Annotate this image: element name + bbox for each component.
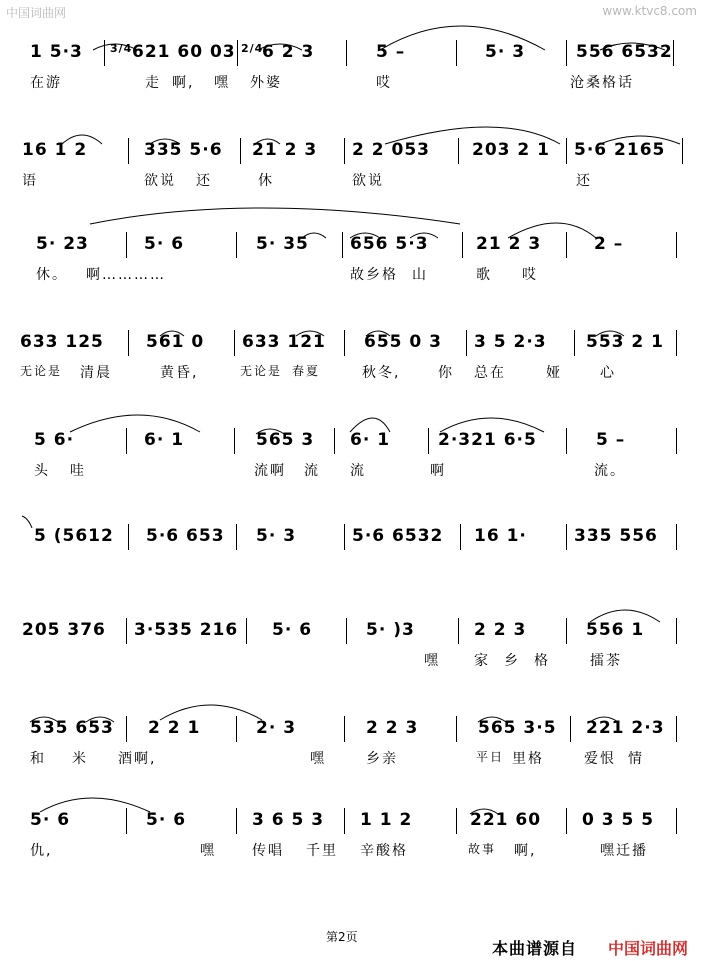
note-group: 6· 1 <box>144 430 185 450</box>
lyric: 还 <box>576 173 592 189</box>
time-signature: 3/4 <box>110 42 133 55</box>
note-group: 633 125 <box>20 332 104 352</box>
lyric: 山 <box>412 267 428 283</box>
note-group: 5· )3 <box>366 620 415 640</box>
barline <box>128 524 129 550</box>
note-group: 21 2 3 <box>252 140 318 160</box>
barline <box>574 330 575 356</box>
barline <box>237 40 238 66</box>
note-group: 1 1 2 <box>360 810 413 830</box>
lyric: 仇, <box>30 843 53 859</box>
lyric: 嘿 <box>310 751 326 767</box>
note-group: 1 5·3 <box>30 42 83 62</box>
lyric: 里格 <box>512 751 544 767</box>
barline <box>344 716 345 742</box>
lyric: 擂茶 <box>590 653 622 669</box>
lyric: 流。 <box>594 463 626 479</box>
barline <box>458 138 459 164</box>
note-group: 556 1 <box>586 620 645 640</box>
barline <box>682 138 683 164</box>
note-group: 16 1· <box>474 526 527 546</box>
note-group: 5· 6 <box>272 620 313 640</box>
barline <box>570 716 571 742</box>
lyric: 啊 <box>430 463 446 479</box>
barline <box>676 232 677 258</box>
watermark-left: 中国词曲网 <box>6 6 67 20</box>
barline <box>566 618 567 644</box>
barline <box>466 330 467 356</box>
note-group: 5·6 2165 <box>574 140 666 160</box>
barline <box>236 232 237 258</box>
barline <box>126 428 127 454</box>
lyric: 无论是 <box>240 364 283 378</box>
note-group: 205 376 <box>22 620 106 640</box>
note-group: 0 3 5 5 <box>582 810 655 830</box>
barline <box>128 138 129 164</box>
lyric: 在游 <box>30 75 62 91</box>
lyric: 娅 <box>546 365 562 381</box>
barline <box>126 808 127 834</box>
lyric: 辛酸格 <box>360 843 408 859</box>
lyric: 休 <box>258 173 274 189</box>
score-row-7 <box>0 618 705 698</box>
lyric: 总在 <box>474 365 506 381</box>
lyric: 走 <box>145 75 161 91</box>
score-row-8 <box>0 716 705 796</box>
note-group: 6· 1 <box>350 430 391 450</box>
barline <box>126 618 127 644</box>
lyric: 休。 <box>36 267 68 283</box>
lyric: 酒啊, <box>118 751 157 767</box>
barline <box>676 428 677 454</box>
barline <box>334 428 335 454</box>
note-group: 5· 23 <box>36 234 89 254</box>
barline <box>673 40 674 66</box>
lyric: 还 <box>196 173 212 189</box>
lyric: 平日 <box>476 750 505 764</box>
note-group: 5 (5612 <box>34 526 114 546</box>
barline <box>456 808 457 834</box>
barline <box>458 618 459 644</box>
note-group: 203 2 1 <box>472 140 550 160</box>
score-row-9 <box>0 808 705 888</box>
site-logo-text: 中国词曲网 <box>608 939 689 958</box>
barline <box>428 428 429 454</box>
lyric: 情 <box>628 751 644 767</box>
watermark-right: www.ktvc8.com <box>602 4 697 18</box>
note-group: 5· 35 <box>256 234 309 254</box>
score-row-1 <box>0 40 705 120</box>
note-group: 5·6 6532 <box>352 526 444 546</box>
barline <box>344 808 345 834</box>
note-group: 5· 3 <box>485 42 526 62</box>
lyric: 外婆 <box>250 75 282 91</box>
lyric: 爱恨 <box>584 751 616 767</box>
lyric: 无论是 <box>20 364 63 378</box>
lyric: 流 <box>350 463 366 479</box>
barline <box>566 232 567 258</box>
note-group: 621 60 03 <box>132 42 236 62</box>
note-group: 3·535 216 <box>134 620 239 640</box>
score-row-3 <box>0 232 705 312</box>
lyric: 格 <box>534 653 550 669</box>
note-group: 5 – <box>596 430 626 450</box>
note-group: 5 – <box>376 42 406 62</box>
lyric: 清晨 <box>80 365 112 381</box>
lyric: 黄昏, <box>160 365 199 381</box>
note-group: 335 5·6 <box>144 140 223 160</box>
lyric: 啊, <box>172 75 195 91</box>
note-group: 5 6· <box>34 430 75 450</box>
lyric: 欲说 <box>352 173 384 189</box>
lyric: 传唱 <box>252 843 284 859</box>
note-group: 21 2 3 <box>476 234 542 254</box>
lyric: 乡亲 <box>366 751 398 767</box>
lyric: 家 <box>474 653 490 669</box>
barline <box>676 808 677 834</box>
barline <box>566 428 567 454</box>
note-group: 553 2 1 <box>586 332 664 352</box>
note-group: 2 2 3 <box>366 718 419 738</box>
barline <box>126 232 127 258</box>
note-group: 221 2·3 <box>586 718 665 738</box>
lyric: 你 <box>438 365 454 381</box>
lyric: 嘿 <box>424 653 440 669</box>
barline <box>236 716 237 742</box>
barline <box>344 524 345 550</box>
note-group: 565 3·5 <box>478 718 557 738</box>
barline <box>566 808 567 834</box>
note-group: 3 5 2·3 <box>474 332 547 352</box>
lyric: 嘿迁播 <box>600 843 648 859</box>
lyric: 千里 <box>306 843 338 859</box>
note-group: 556 6532 <box>576 42 673 62</box>
barline <box>126 716 127 742</box>
lyric: 心 <box>600 365 616 381</box>
lyric: 乡 <box>504 653 520 669</box>
barline <box>234 428 235 454</box>
note-group: 5· 3 <box>256 526 297 546</box>
barline <box>344 330 345 356</box>
note-group: 5· 6 <box>30 810 71 830</box>
source-label: 本曲谱源自 <box>492 939 578 958</box>
note-group: 2 2 1 <box>148 718 201 738</box>
barline <box>342 232 343 258</box>
note-group: 335 556 <box>574 526 658 546</box>
lyric: 流啊 <box>254 463 286 479</box>
barline <box>456 716 457 742</box>
barline <box>462 232 463 258</box>
barline <box>104 40 105 66</box>
barline <box>240 138 241 164</box>
barline <box>236 808 237 834</box>
barline <box>346 618 347 644</box>
note-group: 655 0 3 <box>364 332 442 352</box>
note-group: 2· 3 <box>256 718 297 738</box>
score-row-4 <box>0 330 705 410</box>
lyric: 啊, <box>514 843 537 859</box>
lyric: 语 <box>22 173 38 189</box>
lyric: 头 <box>34 463 50 479</box>
lyric: 哎 <box>522 267 538 283</box>
barline <box>236 524 237 550</box>
lyric: 春夏 <box>292 364 321 378</box>
barline <box>344 138 345 164</box>
barline <box>566 524 567 550</box>
note-group: 633 121 <box>242 332 326 352</box>
barline <box>676 716 677 742</box>
lyric: 米 <box>72 751 88 767</box>
lyric: 欲说 <box>144 173 176 189</box>
note-group: 561 0 <box>146 332 205 352</box>
lyric: 沧桑格 <box>570 75 618 91</box>
note-group: 535 653 <box>30 718 114 738</box>
note-group: 2 – <box>594 234 624 254</box>
note-group: 656 5·3 <box>350 234 429 254</box>
note-group: 5·6 653 <box>146 526 225 546</box>
note-group: 221 60 <box>470 810 542 830</box>
barline <box>460 524 461 550</box>
note-group: 5· 6 <box>146 810 187 830</box>
lyric: 哎 <box>376 75 392 91</box>
score-row-2 <box>0 138 705 218</box>
lyric: 流 <box>304 463 320 479</box>
note-group: 565 3 <box>256 430 315 450</box>
barline <box>676 618 677 644</box>
lyric: 秋冬, <box>362 365 401 381</box>
barline <box>676 524 677 550</box>
barline <box>456 40 457 66</box>
note-group: 2 2 3 <box>474 620 527 640</box>
score-row-5 <box>0 428 705 508</box>
note-group: 3 6 5 3 <box>252 810 325 830</box>
lyric: 和 <box>30 751 46 767</box>
lyric: 嘿 <box>200 843 216 859</box>
lyric: 故事 <box>468 842 497 856</box>
time-signature: 2/4 <box>241 42 264 55</box>
note-group: 6 2 3 <box>262 42 315 62</box>
lyric: 啊………… <box>86 267 166 283</box>
lyric: 话 <box>618 75 634 91</box>
lyric: 故乡格 <box>350 267 398 283</box>
barline <box>566 138 567 164</box>
barline <box>128 330 129 356</box>
note-group: 16 1 2 <box>22 140 88 160</box>
lyric: 哇 <box>70 463 86 479</box>
score-row-6 <box>0 524 705 604</box>
note-group: 2·321 6·5 <box>438 430 537 450</box>
barline <box>346 40 347 66</box>
barline <box>676 330 677 356</box>
barline <box>234 330 235 356</box>
lyric: 嘿 <box>214 75 230 91</box>
barline <box>246 618 247 644</box>
lyric: 歌 <box>476 267 492 283</box>
barline <box>566 40 567 66</box>
note-group: 2 2 053 <box>352 140 430 160</box>
page-number: 第2页 <box>326 930 358 944</box>
note-group: 5· 6 <box>144 234 185 254</box>
